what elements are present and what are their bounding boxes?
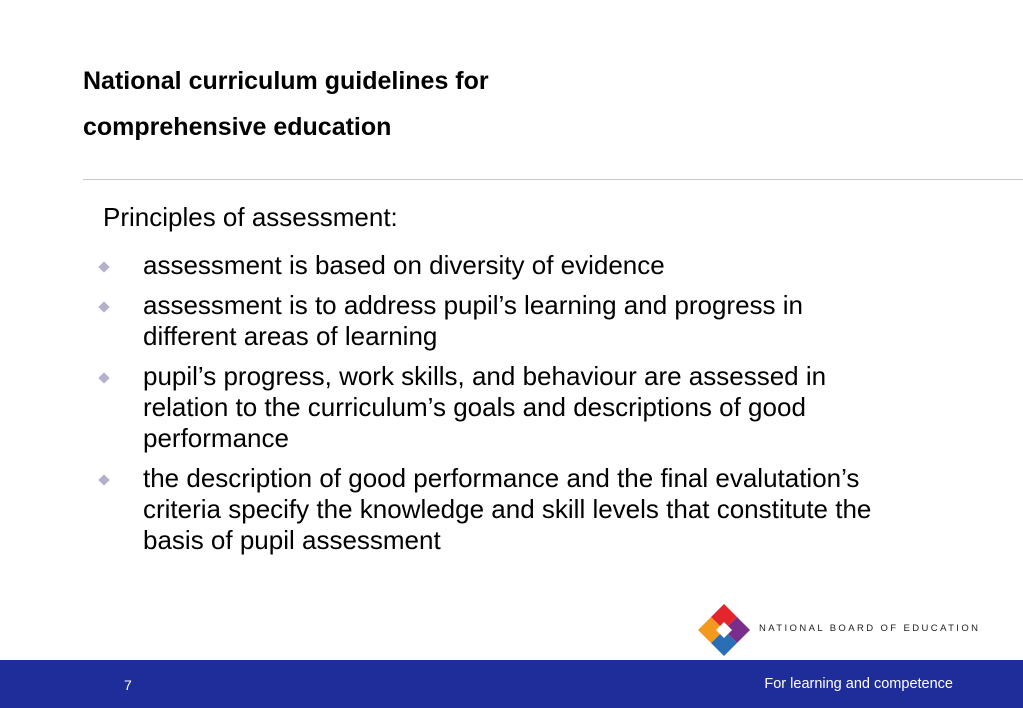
diamond-bullet-icon <box>98 261 109 272</box>
bullet-text: assessment is based on diversity of evidence <box>143 250 665 280</box>
logo-text: NATIONAL BOARD OF EDUCATION <box>759 623 981 634</box>
intro-heading: Principles of assessment: <box>103 202 398 232</box>
page-number: 7 <box>124 677 132 693</box>
diamond-bullet-icon <box>98 474 109 485</box>
list-item <box>96 361 896 454</box>
footer-bar <box>0 660 1023 708</box>
bullet-text: pupil’s progress, work skills, and behaviour are assessed in relation to the curriculum’s goals and descriptions of good performance <box>143 361 827 453</box>
list-item <box>96 250 896 281</box>
diamond-bullet-icon <box>98 301 109 312</box>
slide-title-line-1: National curriculum guidelines for <box>83 67 489 95</box>
bullet-list <box>96 250 896 565</box>
title-divider <box>83 179 1023 180</box>
footer-tagline: For learning and competence <box>764 676 953 692</box>
logo <box>696 603 981 657</box>
bullet-text: the description of good performance and the final evalutation’s criteria specify the knowledge and skill levels that constitute the basis of pupil assessment <box>143 463 872 555</box>
bullet-text: assessment is to address pupil’s learning and progress in different areas of learning <box>143 290 803 351</box>
slide-title <box>83 58 683 150</box>
national-board-of-education-logo-icon <box>696 603 752 657</box>
list-item <box>96 463 896 556</box>
diamond-bullet-icon <box>98 372 109 383</box>
list-item <box>96 290 896 352</box>
slide-title-line-2: comprehensive education <box>83 113 392 141</box>
